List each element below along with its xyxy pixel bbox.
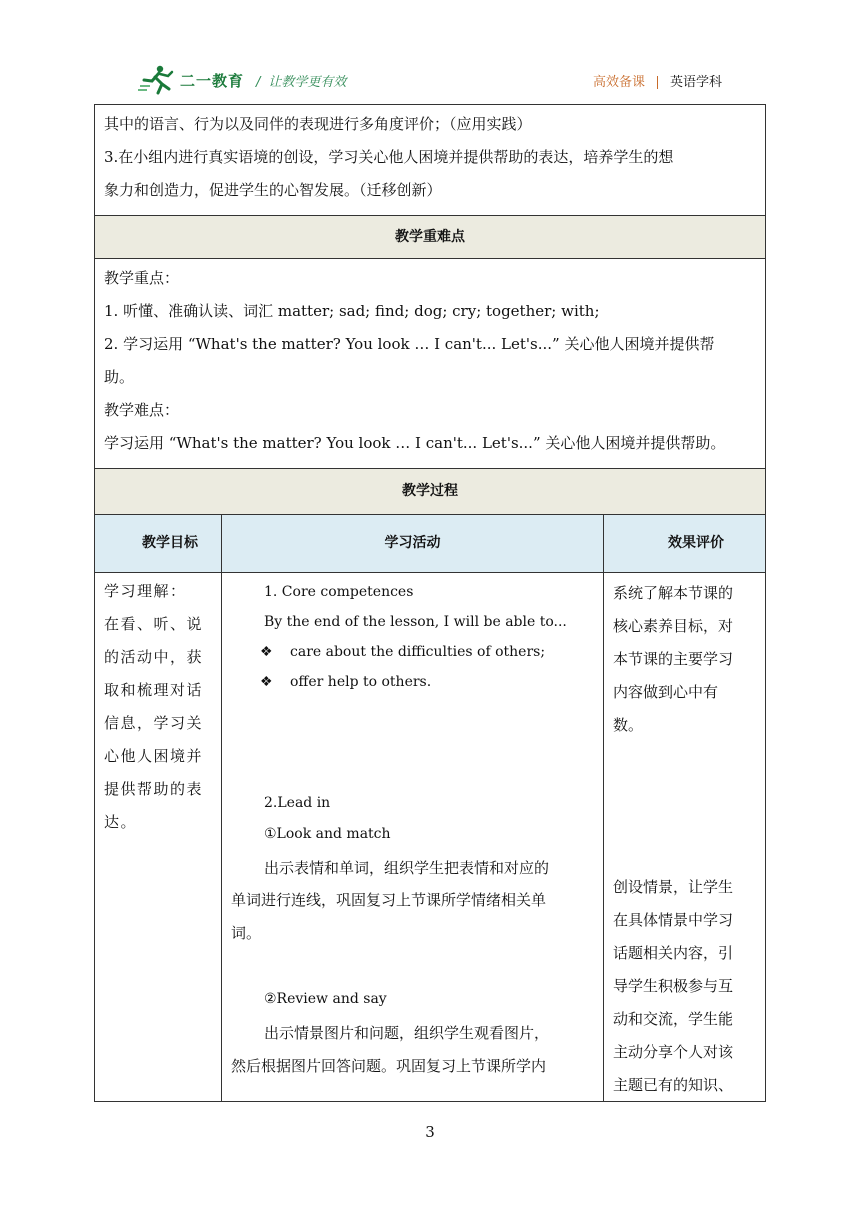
logo-text: 二一教育 (180, 71, 245, 90)
eval-line: 系统了解本节课的 (613, 584, 734, 602)
step-title: ①Look and match (264, 826, 391, 842)
eval-line: 主题已有的知识、 (613, 1076, 734, 1094)
goal-line: 心他人困境并 (104, 747, 204, 765)
goal-line: 在看、听、说 (104, 615, 204, 633)
diamond-bullet-icon: ❖ (260, 674, 273, 690)
process-title: 教学过程 (402, 483, 458, 499)
objective-line: 3.在小组内进行真实语境的创设，学习关心他人困境并提供帮助的表达，培养学生的想 (104, 148, 674, 166)
goal-line: 学习理解： (104, 582, 187, 600)
objective-line: 其中的语言、行为以及同伴的表现进行多角度评价；（应用实践） (104, 115, 532, 133)
eval-line: 数。 (613, 716, 644, 734)
column-header-evaluation: 效果评价 (668, 535, 724, 551)
key-point-line: 1. 听懂、准确认读、词汇 matter; sad; find; dog; cry; together; with; (104, 302, 600, 320)
column-header-goal: 教学目标 (95, 515, 222, 572)
bullet-item (222, 637, 597, 667)
goal-line: 提供帮助的表 (104, 780, 204, 798)
goal-line: 的活动中，获 (104, 648, 204, 666)
eval-line: 动和交流，学生能 (613, 1010, 734, 1028)
eval-line: 内容做到心中有 (613, 683, 719, 701)
header-right (593, 71, 722, 90)
bullet-item (222, 667, 597, 697)
eval-line: 导学生积极参与互 (613, 977, 734, 995)
page-header (138, 62, 728, 98)
step-text: 词。 (231, 924, 262, 942)
process-header (95, 468, 765, 514)
goal-cell (95, 573, 222, 1102)
key-point-line: 2. 学习运用 “What's the matter? You look … I can't... Let's...” 关心他人困境并提供帮 (104, 335, 715, 353)
eval-line: 核心素养目标，对 (613, 617, 734, 635)
eval-line: 本节课的主要学习 (613, 650, 734, 668)
evaluation-cell (604, 573, 765, 1102)
column-header-activity: 学习活动 (222, 515, 604, 572)
eval-line: 主动分享个人对该 (613, 1043, 734, 1061)
objectives-continued (95, 108, 765, 216)
slogan: / 让教学更有效 (256, 75, 347, 90)
activity-cell (222, 573, 604, 1102)
eval-line: 在具体情景中学习 (613, 911, 734, 929)
key-points-content (95, 258, 765, 468)
diamond-bullet-icon: ❖ (260, 644, 273, 660)
bullet-text: offer help to others. (290, 674, 432, 690)
eval-spacer (613, 742, 761, 871)
process-column-headers (95, 514, 765, 572)
slogan-text: 让教学更有效 (268, 75, 347, 90)
lead-in-title: 2.Lead in (264, 795, 331, 811)
key-point-line: 助。 (104, 368, 135, 386)
header-subject: 英语学科 (669, 75, 722, 90)
logo (138, 64, 244, 96)
eval-line: 创设情景，让学生 (613, 878, 734, 896)
eval-line: 话题相关内容，引 (613, 944, 734, 962)
key-point-line: 学习运用 “What's the matter? You look … I can't... Let's...” 关心他人困境并提供帮助。 (104, 434, 726, 452)
header-label: 高效备课 (592, 75, 645, 90)
page-number: 3 (425, 1123, 435, 1141)
step-title: ②Review and say (264, 991, 387, 1007)
goal-line: 信息，学习关 (104, 714, 204, 732)
header-divider (657, 76, 658, 89)
process-content-row (95, 572, 765, 1102)
runner-logo-icon (138, 64, 178, 96)
key-point-line: 教学重点： (104, 269, 180, 287)
objective-line: 象力和创造力，促进学生的心智发展。（迁移创新） (104, 181, 442, 199)
key-point-line: 教学难点： (104, 401, 180, 419)
goal-line: 取和梳理对话 (104, 681, 204, 699)
step-text: 出示表情和单词，组织学生把表情和对应的 (264, 859, 550, 877)
key-points-header (95, 215, 765, 258)
lesson-table (94, 104, 766, 1102)
key-points-title: 教学重难点 (395, 229, 465, 245)
core-title: 1. Core competences (264, 584, 414, 600)
bullet-text: care about the difficulties of others; (290, 644, 546, 660)
step-text: 出示情景图片和问题，组织学生观看图片， (264, 1024, 550, 1042)
step-text: 然后根据图片回答问题。巩固复习上节课所学内 (231, 1057, 547, 1075)
step-text: 单词进行连线，巩固复习上节课所学情绪相关单 (231, 891, 547, 909)
core-intro: By the end of the lesson, I will be able to... (264, 614, 567, 630)
goal-line: 达。 (104, 813, 138, 831)
